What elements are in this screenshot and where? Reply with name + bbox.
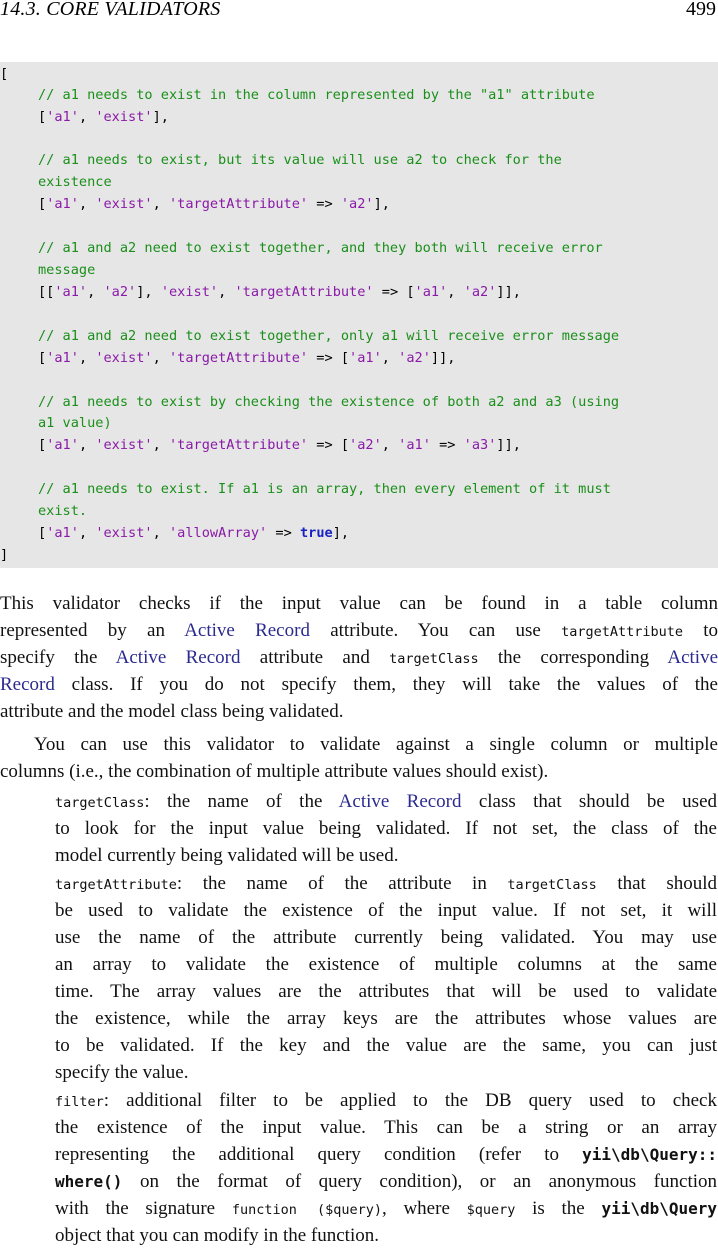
code-line xyxy=(0,393,619,411)
code-line: ['a1', 'exist', 'targetAttribute' => ['a1', 'a2']], xyxy=(38,350,456,366)
code-line xyxy=(0,480,611,498)
code-line xyxy=(0,502,87,520)
code-line xyxy=(0,173,112,191)
active-record-link[interactable]: Active xyxy=(667,647,718,668)
list-item: targetAttribute: the name of the attribute in targetClass that should be used to validate the existence of the input value. If not set, it will use the name of the attribute currently being validated. You may use an array to validate the existence of multiple columns at the same time. The array values are the attributes that will be used to validate the existence, while the array keys are the attributes whose values are to be validated. If the key and the value are the same, you can just specify the value. xyxy=(55,873,718,1083)
section-title: 14.3. CORE VALIDATORS xyxy=(0,0,221,20)
where-method-link[interactable]: where() xyxy=(55,1172,123,1191)
code-line xyxy=(0,414,112,432)
code-comment: // a1 needs to exist. If a1 is an array, then every element of it must xyxy=(38,481,611,497)
paragraph: You can use this validator to validate against a single column or multiple xyxy=(34,734,718,755)
paragraph: columns (i.e., the combination of multiple attribute values should exist). xyxy=(0,761,549,782)
code-line: [ xyxy=(0,66,9,82)
code-block xyxy=(0,62,718,568)
list-item: targetClass: the name of the Active Record class that should be used to look for the input value being validated. If not set, the class of the model currently being validated will be used. xyxy=(55,791,718,866)
page-header xyxy=(0,0,718,22)
code-line: ['a1', 'exist', 'allowArray' => true], xyxy=(38,525,350,541)
code-line xyxy=(0,151,562,169)
active-record-link[interactable]: Active Record xyxy=(115,647,241,668)
query-class-link[interactable]: yii\db\Query:: xyxy=(582,1145,717,1164)
code-comment: // a1 needs to exist by checking the existence of both a2 and a3 (using xyxy=(38,394,620,410)
code-comment: // a1 and a2 need to exist together, only a1 will receive error message xyxy=(38,328,620,344)
code-line: ['a1', 'exist'], xyxy=(38,109,169,125)
code-comment: // a1 needs to exist in the column represented by the "a1" attribute xyxy=(38,87,595,103)
code-comment: a1 value) xyxy=(38,415,112,431)
code-line xyxy=(0,327,619,345)
code-line: ['a1', 'exist', 'targetAttribute' => 'a2'], xyxy=(38,196,390,212)
code-line xyxy=(0,261,95,279)
code-line xyxy=(0,239,603,257)
code-line: ['a1', 'exist', 'targetAttribute' => ['a2', 'a1' => 'a3']], xyxy=(38,437,521,453)
code-comment: exist. xyxy=(38,503,88,519)
page-number: 499 xyxy=(686,0,716,20)
active-record-link[interactable]: Active Record xyxy=(184,620,310,641)
code-comment: // a1 needs to exist, but its value will use a2 to check for the xyxy=(38,152,562,168)
code-comment: message xyxy=(38,262,96,278)
code-line: [['a1', 'a2'], 'exist', 'targetAttribute' => ['a1', 'a2']], xyxy=(38,284,521,300)
code-line: ] xyxy=(0,547,9,563)
code-comment: existence xyxy=(38,174,112,190)
paragraph: This validator checks if the input value can be found in a table column represented by an Active Record attribute. You can use targetAttribute to specify the Active Record attribute and targetClass the corresponding Active Record class. If you do not specify them, they will take the values of the attribute and the model class being validated. xyxy=(0,593,718,722)
active-record-link[interactable]: Active Record xyxy=(338,791,462,812)
query-class-link[interactable]: yii\db\Query xyxy=(601,1199,718,1218)
code-line xyxy=(0,86,595,104)
list-item: filter: additional filter to be applied to the DB query used to check the existence of the input value. This can be a string or an array representing the additional query condition (refer to yii\db\Query:: where() on the format of query condition), or an anonymous function with the signature function ($query), where $query is the yii\db\Query object that you can modify in the function. xyxy=(55,1090,718,1246)
active-record-link[interactable]: Record xyxy=(0,674,55,695)
code-comment: // a1 and a2 need to exist together, and they both will receive error xyxy=(38,240,603,256)
